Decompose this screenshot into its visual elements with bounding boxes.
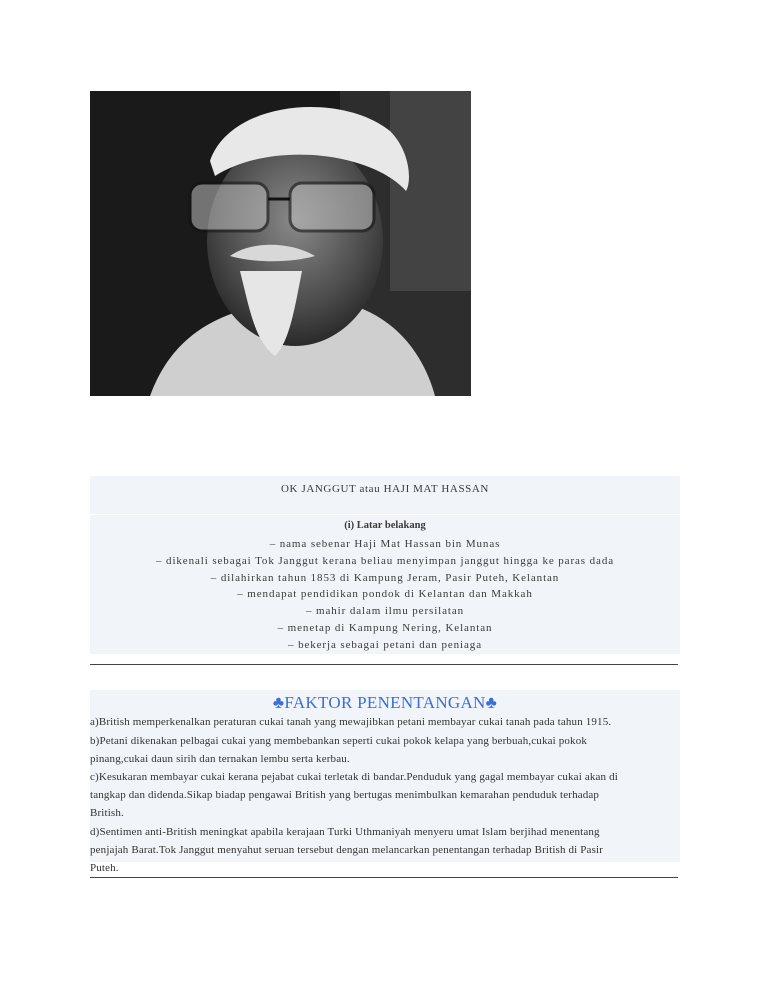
faktor-line: British. — [90, 807, 124, 819]
faktor-line: a)British memperkenalkan peraturan cukai tanah yang mewajibkan petani membayar cukai tanah pada tahun 1915. — [90, 716, 612, 728]
faktor-line: c)Kesukaran membayar cukai kerana pejabat cukai terletak di bandar.Penduduk yang gagal membayar cukai akan di — [90, 771, 618, 783]
faktor-line: Puteh. — [90, 862, 119, 874]
portrait-photo — [90, 91, 471, 396]
faktor-line: tangkap dan didenda.Sikap biadap pengawai British yang bertugas menimbulkan kemarahan penduduk terhadap — [90, 789, 600, 801]
profile-box — [90, 476, 680, 654]
faktor-line: pinang,cukai daun sirih dan ternakan lembu serta kerbau. — [90, 753, 350, 765]
divider — [90, 664, 678, 665]
profile-title: OK JANGGUT atau HAJI MAT HASSAN — [281, 483, 489, 495]
faktor-line: d)Sentimen anti-British meningkat apabila kerajaan Turki Uthmaniyah menyeru umat Islam berjihad menentang — [90, 826, 600, 838]
profile-item: – dilahirkan tahun 1853 di Kampung Jeram, Pasir Puteh, Kelantan — [210, 572, 560, 584]
profile-item: – mahir dalam ilmu persilatan — [305, 605, 465, 617]
faktor-heading: ♣FAKTOR PENENTANGAN♣ — [272, 693, 498, 712]
profile-item: – bekerja sebagai petani dan peniaga — [288, 639, 482, 651]
profile-subtitle: (i) Latar belakang — [344, 520, 426, 531]
profile-item: – menetap di Kampung Nering, Kelantan — [277, 622, 493, 634]
faktor-line: penjajah Barat.Tok Janggut menyahut seruan tersebut dengan melancarkan penentangan terhadap British di Pasir — [90, 844, 604, 856]
profile-item: – dikenali sebagai Tok Janggut kerana beliau menyimpan janggut hingga ke paras dada — [156, 555, 614, 567]
faktor-line: b)Petani dikenakan pelbagai cukai yang membebankan seperti cukai pokok kelapa yang berbuah,cukai pokok — [90, 735, 587, 747]
profile-item: – mendapat pendidikan pondok di Kelantan dan Makkah — [237, 588, 533, 600]
profile-item: – nama sebenar Haji Mat Hassan bin Munas — [269, 538, 501, 550]
divider — [90, 877, 678, 878]
